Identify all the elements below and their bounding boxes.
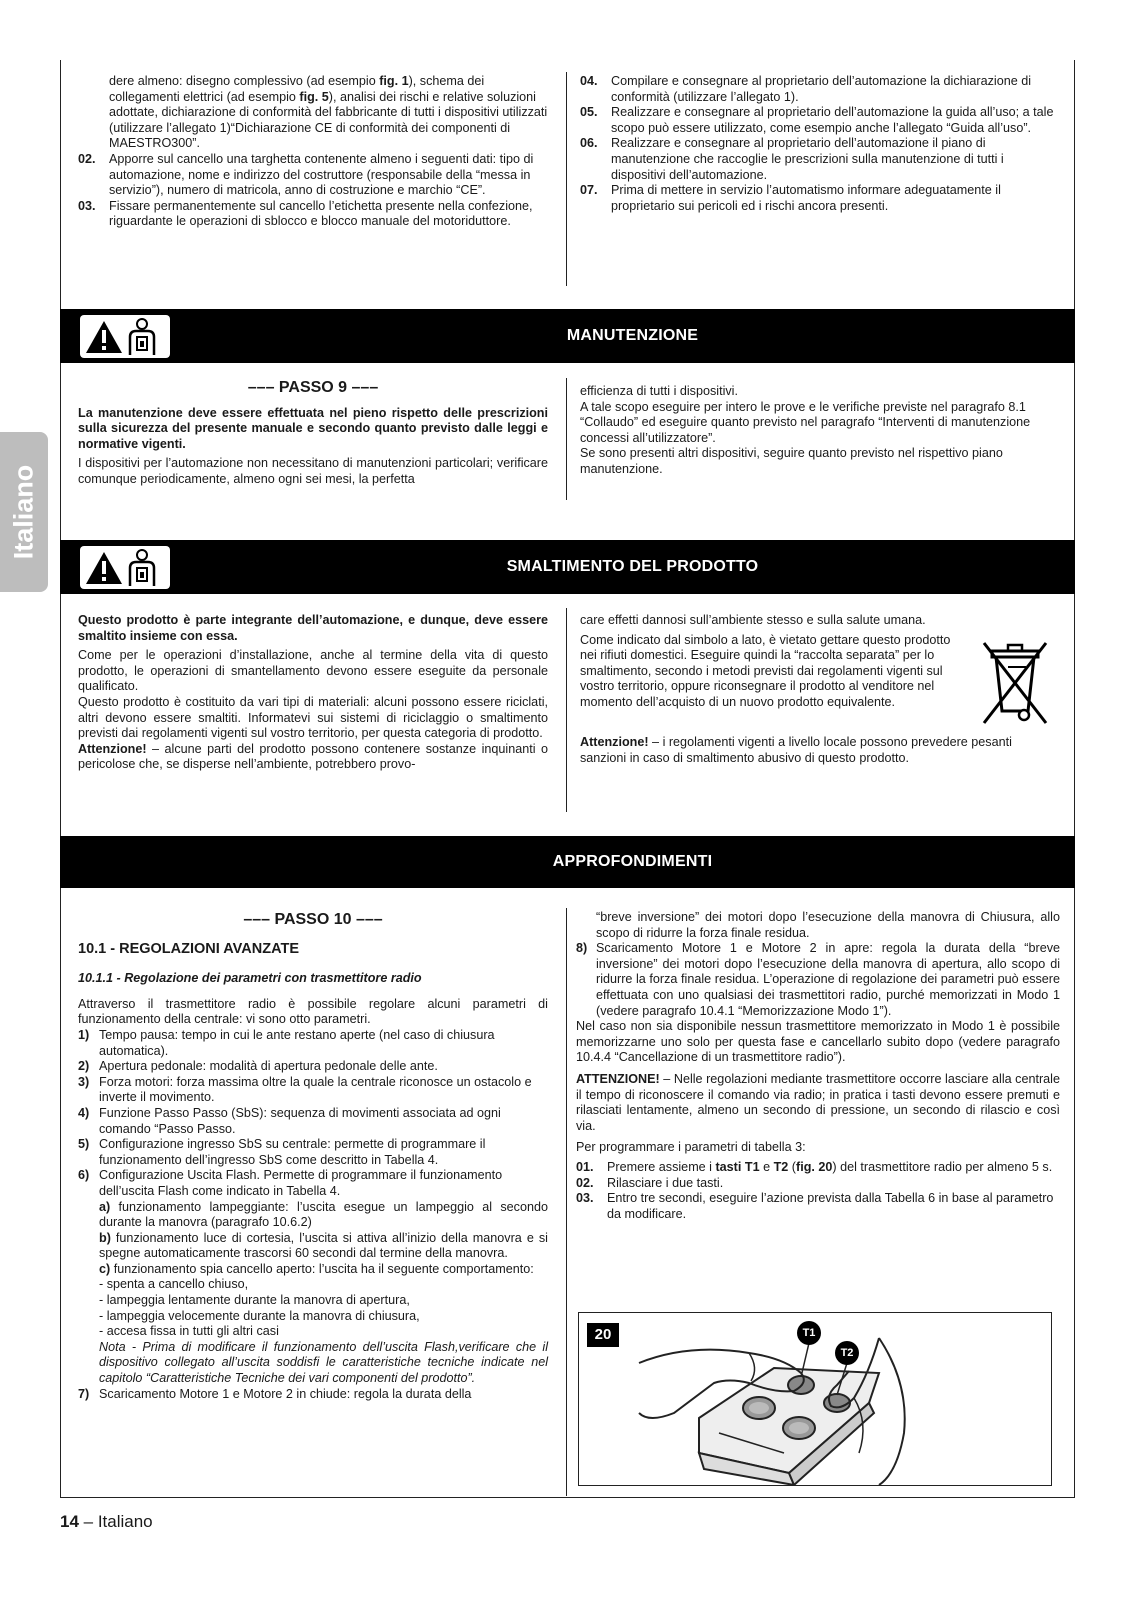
subsection-heading: 10.1.1 - Regolazione dei parametri con trasmettitore radio: [78, 971, 422, 986]
approfondimenti-right: [576, 910, 1060, 1222]
note: Nota - Prima di modificare il funzionamento dell’uscita Flash,verificare che il dispositivo collegato all’uscita soddisfi le caratteristiche tecniche indicate nel capitolo “Caratteristiche Tecniche dei vari componenti del prodotto”.: [99, 1339, 548, 1386]
warning-technician-icon: [80, 315, 170, 358]
list-item: 2) Apertura pedonale: modalità di apertura pedonale delle ante.: [78, 1059, 438, 1074]
list-item: 07. Prima di mettere in servizio l’automatismo informare adeguatamente il proprietario sui pericoli ed i rischi ancora presenti.: [580, 183, 1001, 213]
weee-crossed-bin-icon: [964, 633, 1054, 732]
paragraph: ATTENZIONE! – Nelle regolazioni mediante trasmettitore occorre lasciare alla centrale il tempo di riconoscere il comando via radio; in pratica i tasti devono essere premuti e rilasciati lentamente, almeno un secondo di pressione, un secondo di rilascio e così via.: [576, 1071, 1060, 1133]
step-item: 01. Premere assieme i tasti T1 e T2 (fig. 20) del trasmettitore radio per almeno 5 s.: [576, 1159, 1053, 1174]
step-item: 02. Rilasciare i due tasti.: [576, 1175, 724, 1190]
dash-item: - spenta a cancello chiuso,: [99, 1277, 249, 1292]
continuation-paragraph: dere almeno: disegno complessivo (ad esempio fig. 1), schema dei collegamenti elettrici (ad esempio fig. 5), analisi dei rischi e relative soluzioni adottate, dichiarazione di conformità del fabbricante di tutti i dispositivi utilizzati (utilizzare l’allegato 1)“Dichiarazione CE di conformità dei componenti di MAESTRO300”.: [109, 74, 548, 151]
sub-options: [78, 1200, 548, 1387]
list-item: 02. Apporre sul cancello una targhetta contenente almeno i seguenti dati: tipo di automazione, nome e indirizzo del costruttore (responsabile della “messa in servizio”), numero di matricola, anno di costruzione e marchio “CE”.: [78, 151, 534, 198]
section-heading: 10.1 - REGOLAZIONI AVANZATE: [78, 940, 300, 957]
paragraph: efficienza di tutti i dispositivi.: [580, 384, 738, 398]
manutenzione-right: [580, 384, 1058, 478]
step-heading: ––– PASSO 9 –––: [247, 379, 379, 396]
sub-option: a) funzionamento lampeggiante: l’uscita esegue un lampeggio al secondo durante la manovra (paragrafo 10.6.2): [99, 1199, 548, 1230]
step-heading: ––– PASSO 10 –––: [243, 911, 383, 928]
page-footer: [60, 1512, 153, 1532]
column-divider: [566, 72, 567, 286]
step-item: 03. Entro tre secondi, eseguire l’azione prevista dalla Tabella 6 in base al parametro da modificare.: [576, 1191, 1054, 1221]
paragraph: Per programmare i parametri di tabella 3:: [576, 1140, 806, 1155]
top-right-column: [580, 74, 1060, 214]
language-side-tab: Italiano: [0, 432, 48, 592]
column-divider: [566, 608, 567, 812]
paragraph: Questo prodotto è costituito da vari tipi di materiali: alcuni possono essere riciclati, altri devono essere smaltiti. Informatevi sui sistemi di riciclaggio o smaltimento previsti dai regolamenti vigenti sul vostro territorio, per questa categoria di prodotto.: [78, 694, 548, 741]
page-number: 14: [60, 1512, 79, 1531]
footer-language: – Italiano: [78, 1512, 153, 1531]
callout-t2: T2: [835, 1341, 859, 1365]
section-header-manutenzione: [60, 309, 1075, 363]
list-item: 06. Realizzare e consegnare al proprietario dell’automazione il piano di manutenzione che raccoglie le prescrizioni sulla manutenzione di tutti i dispositivi dell’automazione.: [580, 136, 1004, 182]
frame-right-border: [1074, 60, 1075, 1498]
sub-option: c) funzionamento spia cancello aperto: l’uscita ha il seguente comportamento:: [99, 1261, 534, 1276]
column-divider: [566, 378, 567, 500]
paragraph: Attenzione! – i regolamenti vigenti a livello locale possono prevedere pesanti sanzioni in caso di smaltimento abusivo di questo prodotto.: [580, 735, 1012, 765]
list-item: 7) Scaricamento Motore 1 e Motore 2 in chiude: regola la durata della: [78, 1386, 472, 1401]
bold-paragraph: Questo prodotto è parte integrante dell’automazione, e dunque, deve essere smaltito insieme con essa.: [78, 613, 548, 643]
warning-technician-icon: [80, 546, 170, 589]
top-left-column: [78, 74, 548, 230]
section-title: SMALTIMENTO DEL PRODOTTO: [506, 558, 759, 575]
list-item: 1) Tempo pausa: tempo in cui le ante restano aperte (nel caso di chiusura automatica).: [78, 1027, 495, 1058]
paragraph: Come per le operazioni d’installazione, anche al termine della vita di questo prodotto, le operazioni di smantellamento devono essere eseguite da personale qualificato.: [78, 648, 548, 694]
figure-number: 20: [587, 1323, 619, 1347]
callout-t1: T1: [797, 1321, 821, 1345]
figure-20: [578, 1312, 1052, 1486]
paragraph: Nel caso non sia disponibile nessun trasmettitore memorizzato in Modo 1 è possibile memorizzarne uno solo per questa fase e cancellarlo subito dopo (vedere paragrafo 10.4.4 “Cancellazione di un trasmettitore radio”).: [576, 1019, 1060, 1065]
list-item: 04. Compilare e consegnare al proprietario dell’automazione la dichiarazione di conformità (utilizzare l’allegato 1).: [580, 74, 1032, 104]
list-item: 5) Configurazione ingresso SbS su centrale: permette di programmare il funzionamento dell’ingresso SbS come descritto in Tabella 4.: [78, 1137, 486, 1167]
smaltimento-right: [580, 613, 1058, 766]
approfondimenti-left: [78, 912, 548, 1402]
list-item: 6) Configurazione Uscita Flash. Permette di programmare il funzionamento dell’uscita Flash come indicato in Tabella 4.: [78, 1168, 503, 1198]
manutenzione-left: [78, 380, 548, 488]
section-title: APPROFONDIMENTI: [552, 853, 713, 870]
paragraph: care effetti dannosi sull’ambiente stesso e sulla salute umana.: [580, 613, 926, 627]
paragraph: Come indicato dal simbolo a lato, è vietato gettare questo prodotto nei rifiuti domestici. Eseguire quindi la “raccolta separata” per lo smaltimento, secondo i metodi previsti dai regolamenti vigenti sul vostro territorio, oppure riconsegnare il prodotto al venditore nel momento dell’acquisto di un nuovo prodotto equivalente.: [580, 632, 951, 709]
sub-option: b) funzionamento luce di cortesia, l’uscita si attiva all’inizio della manovra e si spegne automaticamente trascorsi 60 secondi dal termine della manovra.: [99, 1230, 548, 1261]
list-item: 4) Funzione Passo Passo (SbS): sequenza di movimenti associata ad ogni comando “Passo Passo.: [78, 1105, 501, 1136]
smaltimento-left: [78, 613, 548, 773]
dash-item: - lampeggia velocemente durante la manovra di chiusura,: [99, 1308, 420, 1323]
paragraph: A tale scopo eseguire per intero le prove e le verifiche previste nel paragrafo 8.1 “Collaudo” ed eseguire quanto previsto nel paragrafo “Interventi di manutenzione concessi all’utilizzatore”.: [580, 399, 1031, 445]
column-divider: [566, 908, 567, 1496]
paragraph: Attenzione! – alcune parti del prodotto possono contenere sostanze inquinanti o pericolose che, se disperse nell’ambiente, potrebbero provo-: [78, 741, 548, 772]
paragraph: Se sono presenti altri dispositivi, seguire quanto previsto nel rispettivo piano manutenzione.: [580, 446, 1003, 476]
dash-item: - lampeggia lentamente durante la manovra di apertura,: [99, 1293, 410, 1308]
frame-bottom-border: [60, 1497, 1075, 1498]
section-header-smaltimento: [60, 540, 1075, 594]
frame-left-border: [60, 60, 61, 1498]
list-item: 3) Forza motori: forza massima oltre la quale la centrale riconosce un ostacolo e inverte il movimento.: [78, 1074, 532, 1105]
list-item: 03. Fissare permanentemente sul cancello l’etichetta presente nella confezione, riguardante le operazioni di sblocco e blocco manuale del motoriduttore.: [78, 198, 533, 229]
list-item: 05. Realizzare e consegnare al proprietario dell’automazione la guida all’uso; a tale scopo può essere utilizzato, come esempio anche l’allegato “Guida all’uso”.: [580, 105, 1054, 135]
section-header-approfondimenti: [60, 836, 1075, 888]
paragraph: I dispositivi per l’automazione non necessitano di manutenzioni particolari; verificare comunque periodicamente, almeno ogni sei mesi, la perfetta: [78, 456, 548, 486]
dash-item: - accesa fissa in tutti gli altri casi: [99, 1324, 279, 1339]
bold-paragraph: La manutenzione deve essere effettuata nel pieno rispetto delle prescrizioni sulla sicurezza del presente manuale e secondo quanto previsto dalle leggi e normative vigenti.: [78, 405, 548, 451]
continuation-paragraph: “breve inversione” dei motori dopo l’esecuzione della manovra di Chiusura, allo scopo di ridurre la forza finale residua.: [596, 910, 1060, 940]
section-title: MANUTENZIONE: [566, 327, 699, 344]
list-item: 8) Scaricamento Motore 1 e Motore 2 in apre: regola la durata della “breve inversione” dei motori dopo l’esecuzione della manovra di apertura, allo scopo di ridurre la forza finale residua. L’operazione di regolazione dei parametri può essere effettuata con uno qualsiasi dei trasmettitori radio, purché memorizzati in Modo 1 (vedere paragrafo 10.4.1 “Memorizzazione Modo 1”).: [576, 941, 1060, 1018]
paragraph: Attraverso il trasmettitore radio è possibile regolare alcuni parametri di funzionamento della centrale: vi sono otto parametri.: [78, 996, 548, 1027]
